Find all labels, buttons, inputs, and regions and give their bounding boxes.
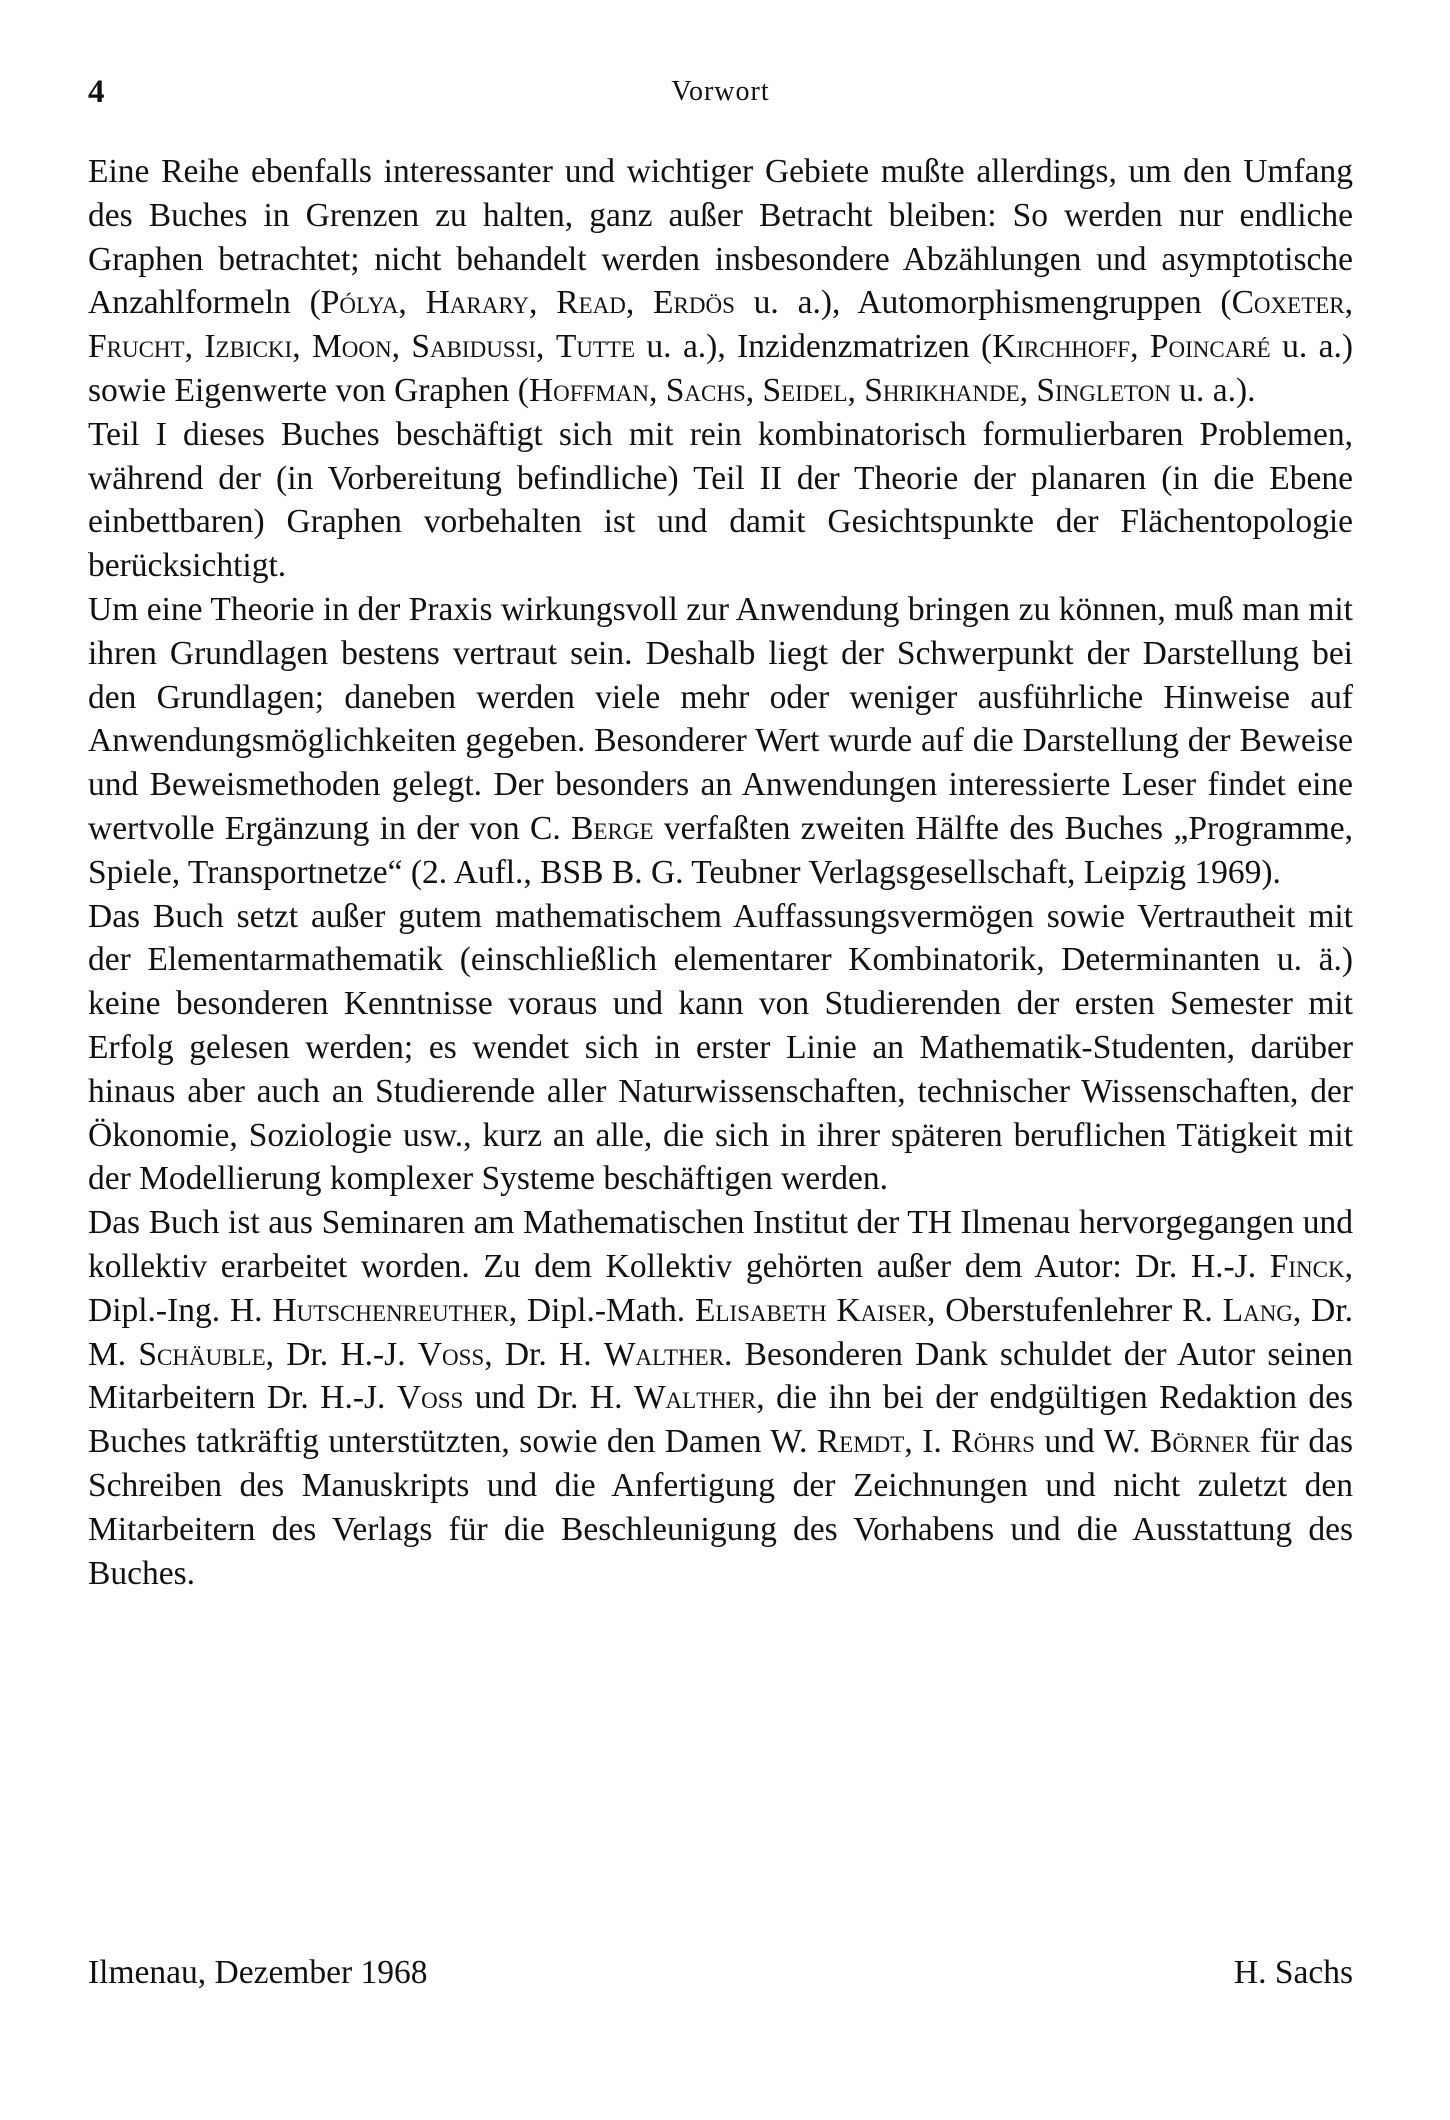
person-name: Börner [1149,1423,1251,1461]
person-name: Tutte [555,328,636,366]
page-header [88,74,1353,114]
body-text [88,150,1353,1595]
person-name: Schäuble [138,1335,266,1373]
text-run: für das Schreiben des Manuskripts und die Anfertigung der Zeichnungen und nicht zuletzt den Mitarbeitern des Verlags für die Beschleunigung des Vorhabens und die Ausstattung des Buches. [88,1423,1353,1592]
person-name: Hoffman [528,371,649,409]
text-run: , [1130,328,1150,366]
person-name: Izbicki [204,328,293,366]
text-run: , [184,328,205,366]
text-run: , [1019,371,1037,409]
text-run: u. a.), Automorphismengruppen ( [734,284,1232,322]
text-run: Das Buch setzt außer gutem mathematischem Auffassungsvermögen sowie Vertrautheit mit der Elementarmathematik (einschließlich elementarer Kombinatorik, Determinanten u. ä.) keine besonderen Kenntnisse voraus und kann von Studierenden der ersten Semester mit Erfolg gelesen werden; es wendet sich in erster Linie an Mathematik-Studenten, darüber hinaus aber auch an Studierende aller Naturwissenschaften, technischer Wissenschaften, der Ökonomie, Soziologie usw., kurz an alle, die sich in ihrer späteren beruflichen Tätigkeit mit der Modellierung komplexer Systeme beschäftigen werden. [88,897,1353,1198]
text-run: u. a.) sowie Eigenwerte von Graphen ( [88,328,1354,409]
person-name: Sabidussi [411,328,537,366]
text-run: , Dr. M. [88,1291,1354,1373]
person-name: Remdt [816,1423,905,1461]
place-date: Ilmenau, Dezember 1968 [88,1954,428,1991]
text-run: , I. [904,1423,952,1461]
text-run: , [529,284,557,322]
text-run: , Dr. H.-J. [265,1335,418,1373]
text-run: Teil I dieses Buches beschäftigt sich mit rein kombinatorisch formulierbaren Problemen, während der (in Vorbereitung befindliche) Teil II der Theorie der planaren (in die Ebene einbettbaren) Graphen vorbehalten ist und damit Gesichtspunkte der Flächentopologie berücksichtigt. [88,415,1353,585]
document-page [88,0,1353,2120]
text-run: , Dr. H. [484,1335,604,1373]
person-name: Poincaré [1149,328,1271,366]
text-run: , die ihn bei der endgültigen Redaktion des Buches tatkräftig unterstützten, sowie den Damen W. [88,1379,1353,1461]
text-run: und Dr. H. [463,1379,634,1417]
text-run: , [1344,284,1354,322]
person-name: Lang [1222,1291,1293,1329]
author-name: H. Sachs [1233,1954,1353,1991]
text-run: , [536,328,556,366]
text-run: u. a.). [1170,371,1256,409]
paragraph [88,895,1353,1202]
text-run: , [847,371,865,409]
person-name: Kirchhoff [992,328,1131,366]
text-run: , Dipl.-Ing. H. [88,1247,1353,1329]
person-name: Voss [396,1379,464,1417]
paragraph [88,588,1353,895]
person-name: Hutschenreuther [272,1291,509,1329]
paragraph [88,1201,1353,1595]
text-run: , [398,284,426,322]
paragraph [88,413,1353,588]
person-name: Singleton [1036,371,1171,409]
person-name: Coxeter [1231,284,1345,322]
text-run: Das Buch ist aus Seminaren am Mathematischen Institut der TH Ilmenau hervorgegangen und kollektiv erarbeitet worden. Zu dem Kollektiv gehörten außer dem Autor: Dr. H.-J. [88,1204,1353,1285]
text-run: und W. [1034,1423,1150,1461]
person-name: Read [556,284,626,322]
signature-line [88,1954,1353,2000]
text-run: Eine Reihe ebenfalls interessanter und wichtiger Gebiete mußte allerdings, um den Umfang des Buches in Grenzen zu halten, ganz außer Betracht bleiben: So werden nur endliche Graphen betrachtet; nicht behandelt werden insbesondere Abzählungen und asymptotische Anzahlformeln ( [88,153,1353,322]
person-name: Pólya [320,284,399,322]
person-name: Frucht [88,328,185,366]
person-name: Erdös [653,284,735,322]
text-run: , [745,371,763,409]
running-head: Vorwort [671,76,770,107]
text-run: Um eine Theorie in der Praxis wirkungsvoll zur Anwendung bringen zu können, muß man mit ihren Grundlagen bestens vertraut sein. Deshalb liegt der Schwerpunkt der Darstellung bei den Grundlagen; daneben werden viele mehr oder weniger ausführliche Hinweise auf Anwendungsmöglichkeiten gegeben. Besonderer Wert wurde auf die Darstellung der Beweise und Beweismethoden gelegt. Der besonders an Anwendungen interessierte Leser findet eine wertvolle Ergänzung in der von C. [88,590,1353,847]
person-name: Voss [417,1335,485,1373]
text-run: , [625,284,654,322]
person-name: Elisabeth Kaiser [694,1291,928,1329]
text-run: , [649,371,666,409]
page-number: 4 [88,74,105,110]
person-name: Finck [1269,1247,1345,1285]
person-name: Seidel [762,371,848,409]
text-run: u. a.), Inzidenzmatrizen ( [635,328,993,366]
person-name: Walther [603,1335,725,1373]
person-name: Röhrs [951,1423,1035,1461]
person-name: Sachs [665,371,746,409]
person-name: Harary [425,284,530,322]
paragraph [88,150,1353,413]
text-run: . Besonderen Dank schuldet der Autor seinen Mitarbeitern Dr. H.-J. [88,1335,1353,1417]
text-run: , Oberstufenlehrer R. [927,1291,1223,1329]
text-run: , [292,328,312,366]
person-name: Berge [571,809,654,847]
person-name: Shrikhande [864,371,1020,409]
text-run: , Dipl.-Math. [508,1291,695,1329]
text-run: , [391,328,412,366]
person-name: Moon [311,328,392,366]
person-name: Walther [633,1379,757,1417]
text-run: verfaßten zweiten Hälfte des Buches „Programme, Spiele, Transportnetze“ (2. Aufl., BSB B. G. Teubner Verlagsgesellschaft, Leipzig 1969). [88,809,1353,891]
